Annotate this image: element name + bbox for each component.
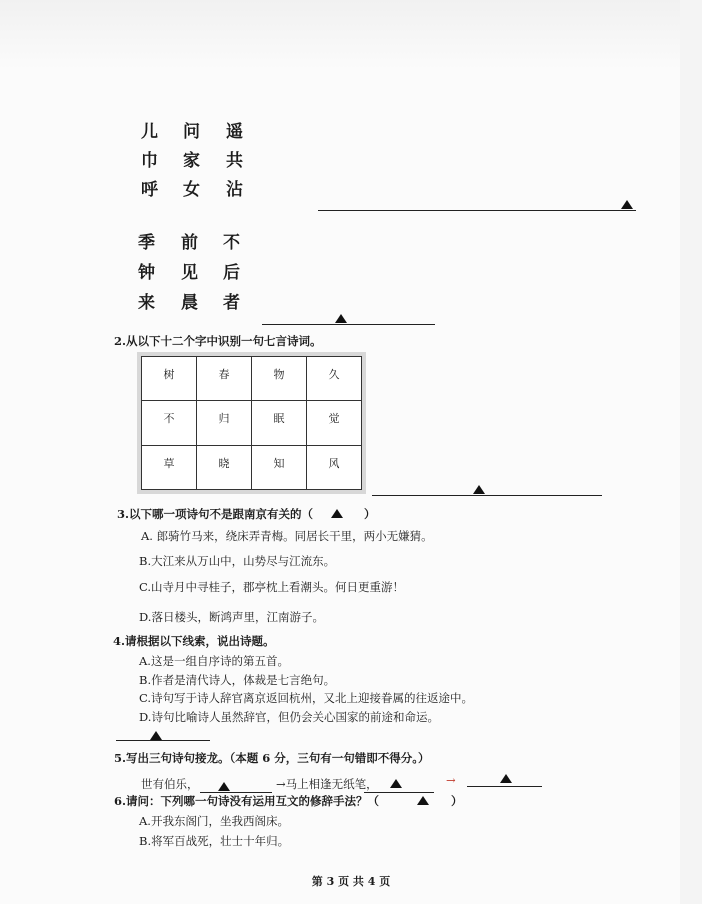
- table-row: [142, 357, 362, 401]
- question-3-prompt: 3.以下哪一项诗句不是跟南京有关的（: [117, 507, 314, 521]
- grid1-char: 沾: [226, 180, 243, 200]
- question-3-close: ）: [364, 507, 376, 521]
- table-cell: 晓: [197, 445, 252, 489]
- character-table: [141, 356, 362, 490]
- answer-marker-icon: [417, 796, 429, 805]
- answer-marker-icon: [473, 485, 485, 494]
- grid2-char: 晨: [181, 293, 198, 313]
- table-cell: 春: [197, 357, 252, 401]
- q4-clue: C.诗句写于诗人辞官离京返回杭州，又北上迎接眷属的往返途中。: [139, 691, 474, 705]
- grid2-char: 前: [181, 233, 198, 253]
- q4-clue: D.诗句比喻诗人虽然辞官，但仍会关心国家的前途和命运。: [139, 710, 439, 724]
- answer-line-q5c[interactable]: [467, 786, 542, 787]
- grid1-char: 共: [226, 151, 243, 171]
- question-5-prompt: 5.写出三句诗句接龙。（本题 6 分，三句有一句错即不得分。）: [114, 751, 430, 765]
- answer-line-2[interactable]: [262, 324, 435, 325]
- grid2-char: 季: [138, 233, 155, 253]
- grid2-char: 见: [181, 263, 198, 283]
- answer-marker-icon: [500, 774, 512, 783]
- q5-line-mid: →马上相逢无纸笔，: [276, 777, 378, 791]
- grid2-char: 钟: [138, 263, 155, 283]
- answer-line-q5b[interactable]: [364, 792, 434, 793]
- q3-option: A. 郎骑竹马来，绕床弄青梅。同居长干里，两小无嫌猜。: [141, 529, 433, 543]
- grid1-char: 女: [183, 180, 200, 200]
- answer-marker-icon: [150, 731, 162, 740]
- table-cell: 树: [142, 357, 197, 401]
- q6-option: A.开我东阁门，坐我西阁床。: [139, 814, 289, 828]
- q3-option: B.大江来从万山中，山势尽与江流东。: [139, 554, 336, 568]
- arrow-icon: →: [446, 773, 456, 787]
- q3-option: D.落日楼头，断鸿声里，江南游子。: [139, 610, 324, 624]
- q3-option: C.山寺月中寻桂子，郡亭枕上看潮头。何日更重游！: [139, 580, 405, 594]
- page-number: 第 3 页 共 4 页: [311, 875, 391, 888]
- answer-marker-icon: [390, 779, 402, 788]
- table-cell: 眠: [252, 401, 307, 445]
- table-row: [142, 445, 362, 489]
- grid1-char: 巾: [141, 151, 158, 171]
- answer-marker-icon: [331, 509, 343, 518]
- grid1-char: 儿: [141, 122, 158, 142]
- question-6-close: ）: [451, 794, 463, 808]
- answer-line-1[interactable]: [318, 210, 636, 211]
- question-6-prompt: 6.请问：下列哪一句诗没有运用互文的修辞手法？（: [114, 794, 380, 808]
- q4-clue: A.这是一组自序诗的第五首。: [139, 654, 289, 668]
- table-row: [142, 401, 362, 445]
- q5-line-start: 世有伯乐，: [141, 777, 199, 791]
- grid2-char: 后: [223, 263, 240, 283]
- grid1-char: 遥: [226, 122, 243, 142]
- grid2-char: 来: [138, 293, 155, 313]
- grid2-char: 者: [223, 293, 240, 313]
- answer-marker-icon: [218, 782, 230, 791]
- scan-edge: [680, 0, 702, 904]
- table-cell: 不: [142, 401, 197, 445]
- question-2-prompt: 2.从以下十二个字中识别一句七言诗词。: [114, 334, 322, 348]
- grid1-char: 问: [183, 122, 200, 142]
- answer-line-q2[interactable]: [372, 495, 602, 496]
- grid1-char: 家: [183, 151, 200, 171]
- table-cell: 物: [252, 357, 307, 401]
- table-cell: 觉: [307, 401, 362, 445]
- table-cell: 知: [252, 445, 307, 489]
- scan-shadow: [0, 0, 702, 70]
- table-cell: 风: [307, 445, 362, 489]
- question-4-prompt: 4.请根据以下线索，说出诗题。: [113, 634, 275, 648]
- answer-line-q5a[interactable]: [200, 792, 272, 793]
- answer-marker-icon: [621, 200, 633, 209]
- grid1-char: 呼: [141, 180, 158, 200]
- answer-marker-icon: [335, 314, 347, 323]
- q4-clue: B.作者是清代诗人，体裁是七言绝句。: [139, 673, 336, 687]
- answer-line-q4[interactable]: [116, 740, 210, 741]
- table-cell: 归: [197, 401, 252, 445]
- grid2-char: 不: [223, 233, 240, 253]
- table-cell: 久: [307, 357, 362, 401]
- table-cell: 草: [142, 445, 197, 489]
- q6-option: B.将军百战死，壮士十年归。: [139, 834, 290, 848]
